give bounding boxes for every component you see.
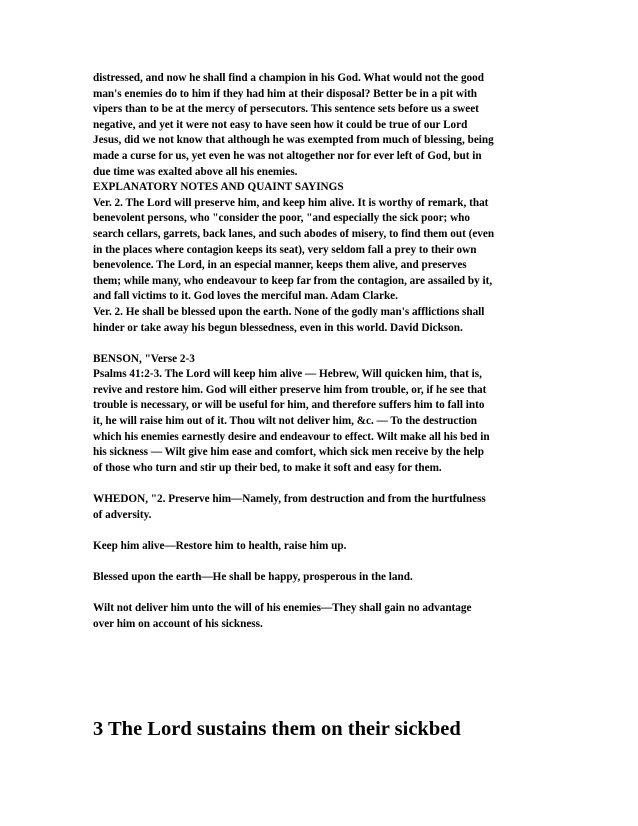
text-line: Ver. 2. He shall be blessed upon the earth. None of the godly man's afflictions shall xyxy=(93,305,485,318)
text-line: them; while many, who endeavour to keep far from the contagion, are assailed by it, xyxy=(93,274,493,287)
text-line: Jesus, did we not know that although he was exempted from much of blessing, being xyxy=(93,134,494,147)
text-line: of adversity. xyxy=(93,508,152,521)
paragraph-spacer xyxy=(93,523,563,539)
text-line: negative, and yet it were not easy to have seen how it could be true of our Lord xyxy=(93,118,468,131)
text-line: it, he will raise him out of it. Thou wilt not deliver him, &c. — To the destruction xyxy=(93,415,478,428)
text-line: made a curse for us, yet even he was not altogether nor for ever left of God, but in xyxy=(93,149,482,162)
paragraph-blessed xyxy=(93,570,563,586)
text-line: benevolent persons, who "consider the poor, "and especially the sick poor; who xyxy=(93,212,470,225)
text-line: vipers than to be at the mercy of persecutors. This sentence sets before us a sweet xyxy=(93,103,479,116)
paragraph-spacer xyxy=(93,476,563,492)
text-line: search cellars, garrets, back lanes, and such abodes of misery, to find them out (even xyxy=(93,227,495,240)
text-line: over him on account of his sickness. xyxy=(93,617,263,630)
text-line: due time was exalted above all his enemies. xyxy=(93,165,298,178)
text-line: his sickness — Wilt give him ease and comfort, which sick men receive by the help xyxy=(93,446,484,459)
paragraph-benson xyxy=(93,352,563,477)
text-line: trouble is necessary, or will be useful for him, and therefore suffers him to fall into xyxy=(93,399,485,412)
paragraph-spacer xyxy=(93,586,563,602)
text-line: in the places where contagion keeps its seat), very seldom fall a prey to their own xyxy=(93,243,477,256)
text-line: Blessed upon the earth—He shall be happy, prosperous in the land. xyxy=(93,571,413,583)
paragraph-spacer xyxy=(93,336,563,352)
text-line: Keep him alive—Restore him to health, raise him up. xyxy=(93,539,347,552)
text-line: man's enemies do to him if they had him at their disposal? Better be in a pit with xyxy=(93,87,478,100)
text-line: which his enemies earnestly desire and endeavour to effect. Wilt make all his bed in xyxy=(93,430,490,443)
text-line: of those who turn and stir up their bed, to make it soft and easy for them. xyxy=(93,461,442,474)
section-heading: 3 The Lord sustains them on their sickbed xyxy=(93,718,461,740)
paragraph-commentary xyxy=(93,71,563,336)
paragraph-keep-alive xyxy=(93,539,563,555)
text-line: BENSON, "Verse 2-3 xyxy=(93,352,195,365)
text-line: WHEDON, "2. Preserve him—Namely, from destruction and from the hurtfulness xyxy=(93,493,486,506)
paragraph-whedon xyxy=(93,492,563,523)
paragraph-deliver xyxy=(93,601,563,632)
text-line: hinder or take away his begun blessedness, even in this world. David Dickson. xyxy=(93,321,463,334)
text-line: Ver. 2. The Lord will preserve him, and keep him alive. It is worthy of remark, that xyxy=(93,196,489,209)
document-body xyxy=(93,71,563,632)
text-line: and fall victims to it. God loves the merciful man. Adam Clarke. xyxy=(93,290,398,303)
text-line: distressed, and now he shall find a champion in his God. What would not the good xyxy=(93,72,484,84)
text-line: Wilt not deliver him unto the will of his enemies—They shall gain no advantage xyxy=(93,602,472,615)
text-line: Psalms 41:2-3. The Lord will keep him alive — Hebrew, Will quicken him, that is, xyxy=(93,368,482,381)
text-line: benevolence. The Lord, in an especial manner, keeps them alive, and preserves xyxy=(93,259,467,272)
paragraph-spacer xyxy=(93,554,563,570)
text-line: revive and restore him. God will either preserve him from trouble, or, if he see that xyxy=(93,383,487,396)
section-label: EXPLANATORY NOTES AND QUAINT SAYINGS xyxy=(93,181,344,194)
